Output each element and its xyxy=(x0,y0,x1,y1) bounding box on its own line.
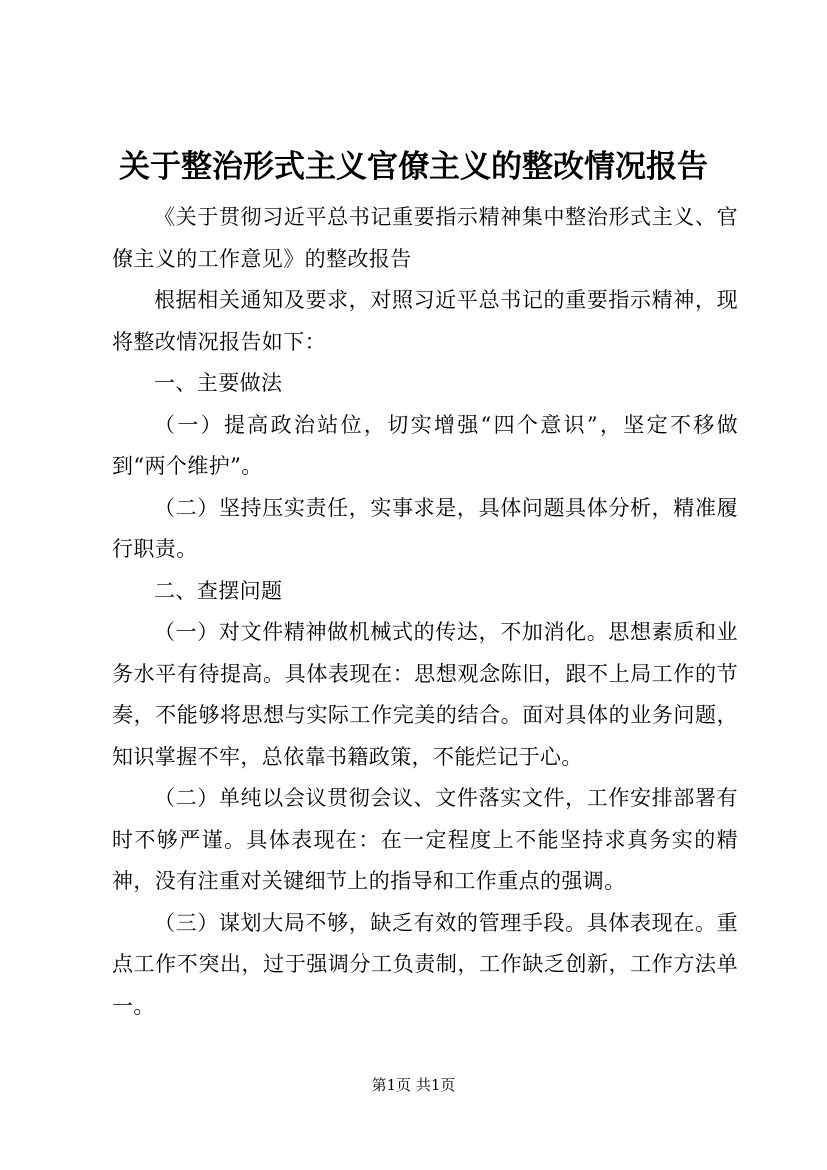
paragraph-problem-2: （二）单纯以会议贯彻会议、文件落实文件，工作安排部署有时不够严谨。具体表现在：在一定程度上不能坚持求真务实的精神，没有注重对关键细节上的指导和工作重点的强调。 xyxy=(112,786,738,893)
paragraph-practice-2: （二）坚持压实责任，实事求是，具体问题具体分析，精准履行职责。 xyxy=(112,495,738,561)
document-title: 关于整治形式主义官僚主义的整改情况报告 xyxy=(119,149,708,185)
paragraph-practice-1: （一）提高政治站位，切实增强“四个意识”，坚定不移做到“两个维护”。 xyxy=(112,412,738,478)
paragraph-problem-3: （三）谋划大局不够，缺乏有效的管理手段。具体表现在。重点工作不突出，过于强调分工负责制，工作缺乏创新，工作方法单一。 xyxy=(112,910,738,1018)
section-heading-main-practices: 一、主要做法 xyxy=(154,371,283,395)
page-footer: 第1页 共1页 xyxy=(371,1076,456,1094)
document-body xyxy=(112,197,738,1027)
paragraph-subtitle: 《关于贯彻习近平总书记重要指示精神集中整治形式主义、官僚主义的工作意见》的整改报告 xyxy=(112,205,738,271)
section-heading-problems: 二、查摆问题 xyxy=(154,578,283,603)
paragraph-problem-1: （一）对文件精神做机械式的传达，不加消化。思想素质和业务水平有待提高。具体表现在：思想观念陈旧，跟不上局工作的节奏，不能够将思想与实际工作完美的结合。面对具体的业务问题，知识掌握不牢，总依靠书籍政策，不能烂记于心。 xyxy=(112,620,738,769)
paragraph-intro: 根据相关通知及要求，对照习近平总书记的重要指示精神，现将整改情况报告如下： xyxy=(112,288,738,354)
